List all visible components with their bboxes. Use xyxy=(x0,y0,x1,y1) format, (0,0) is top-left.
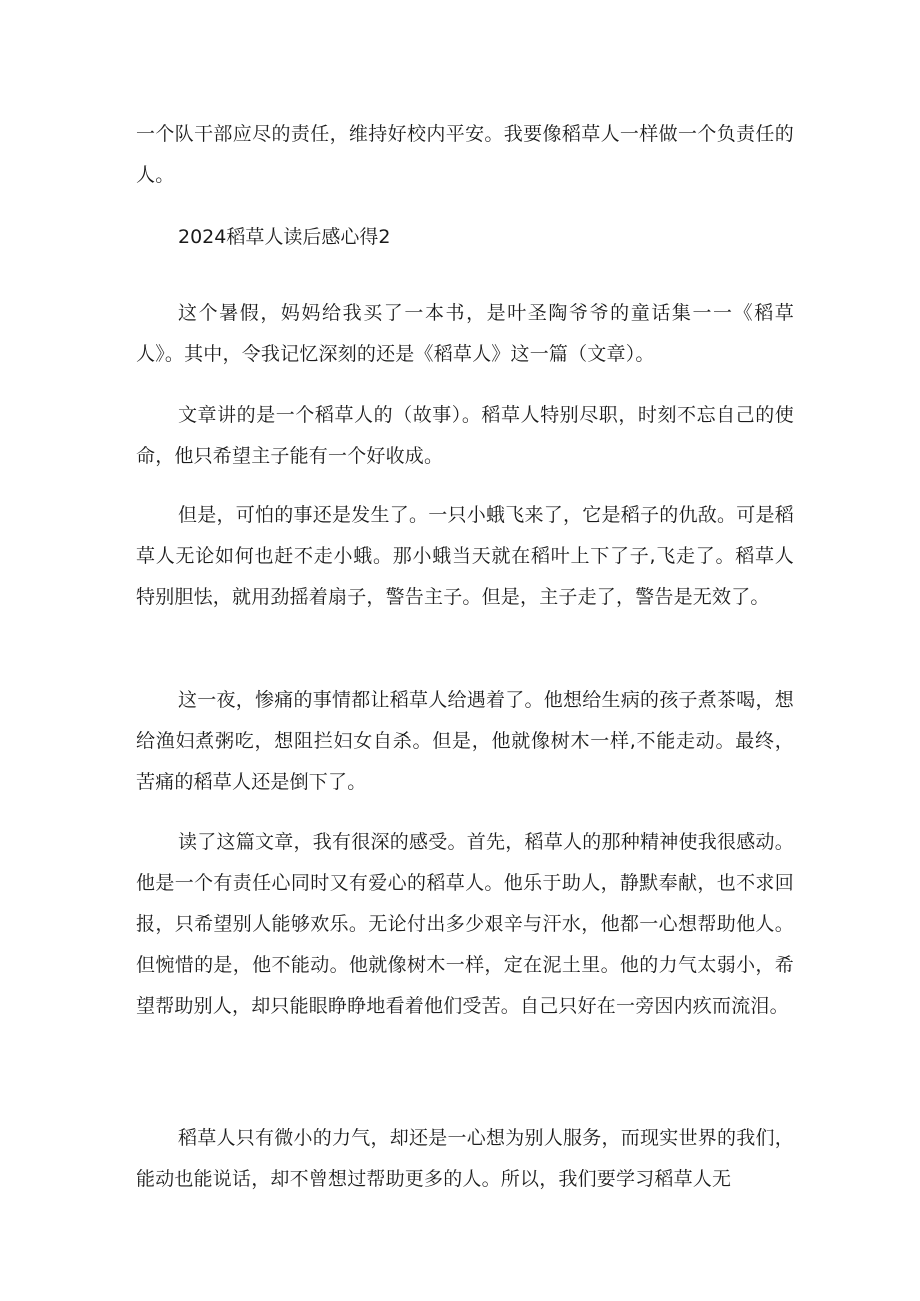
paragraph-3: 但是，可怕的事还是发生了。一只小蛾飞来了，它是稻子的仇敌。可是稻草人无论如何也赶不走小蛾。那小蛾当天就在稻叶上下了子,飞走了。稻草人特别胆怯，就用劲摇着扇子，警告主子。但是，主子走了，警告是无效了。 xyxy=(136,504,794,608)
continuation-paragraph: 一个队干部应尽的责任，维持好校内平安。我要像稻草人一样做一个负责任的人。 xyxy=(136,123,794,186)
paragraph-1: 这个暑假，妈妈给我买了一本书，是叶圣陶爷爷的童话集一一《稻草人》。其中，令我记忆深刻的还是《稻草人》这一篇（文章）。 xyxy=(136,302,794,365)
paragraph-6: 稻草人只有微小的力气，却还是一心想为别人服务，而现实世界的我们，能动也能说话，却不曾想过帮助更多的人。所以，我们要学习稻草人无 xyxy=(136,1127,794,1190)
paragraph-4: 这一夜，惨痛的事情都让稻草人给遇着了。他想给生病的孩子煮茶喝，想给渔妇煮粥吃，想阻拦妇女自杀。但是，他就像树木一样,不能走动。最终，苦痛的稻草人还是倒下了。 xyxy=(136,689,794,793)
paragraph-5: 读了这篇文章，我有很深的感受。首先，稻草人的那种精神使我很感动。他是一个有责任心同时又有爱心的稻草人。他乐于助人，静默奉献，也不求回报，只希望别人能够欢乐。无论付出多少艰辛与汗水，他都一心想帮助他人。但惋惜的是，他不能动。他就像树木一样，定在泥土里。他的力气太弱小，希望帮助别人，却只能眼睁睁地看着他们受苦。自己只好在一旁因内疚而流泪。 xyxy=(136,831,794,1017)
section-heading: 2024稻草人读后感心得2 xyxy=(178,226,391,248)
paragraph-2: 文章讲的是一个稻草人的（故事）。稻草人特别尽职，时刻不忘自己的使命，他只希望主子能有一个好收成。 xyxy=(136,404,794,467)
